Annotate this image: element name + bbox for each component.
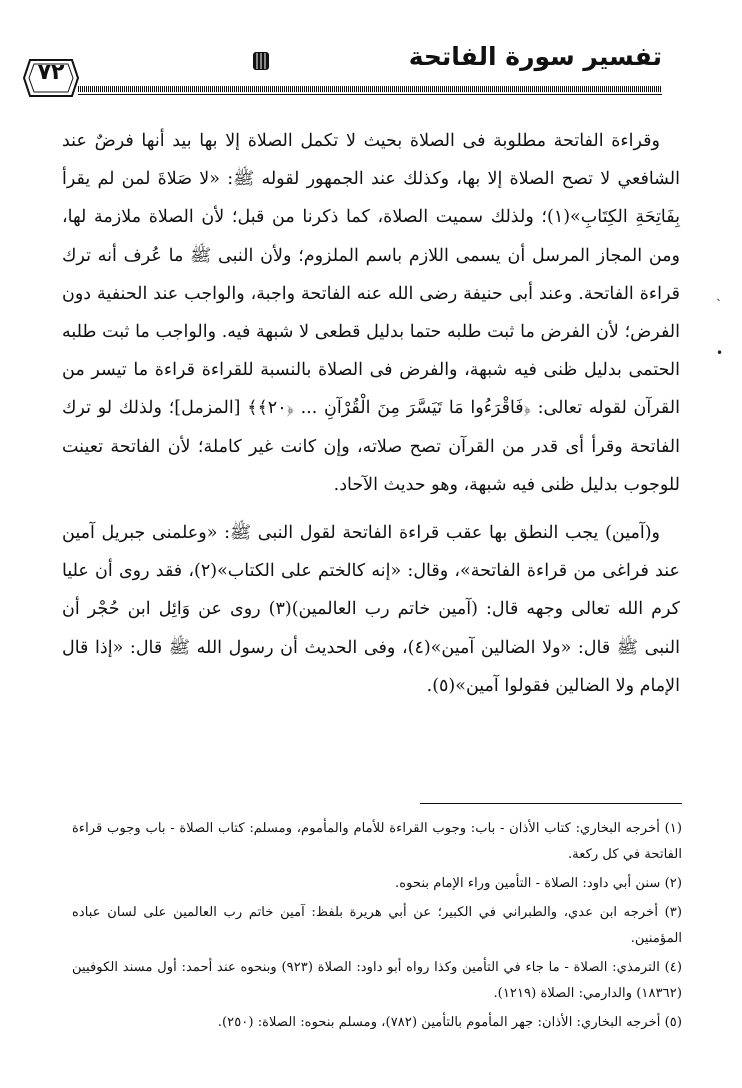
margin-mark: ˎ (716, 287, 722, 301)
page-header (0, 0, 742, 120)
footnote-1 (72, 816, 682, 868)
paragraph-2: و(آمين) يجب النطق بها عقب قراءة الفاتحة لقول النبى ﷺ: «وعلمنى جبريل آمين عند فراغى من قراءة الفاتحة»، وقال: «إنه كالختم على الكتاب»(٢)، فقد روى أن عليا كرم الله تعالى وجهه قال: (آمين خاتم رب العالمين)(٣) روى عن وَائِل ابن حُجْر أن النبى ﷺ قال: «ولا الضالين آمين»(٤)، وفى الحديث أن رسول الله ﷺ قال: «إذا قال الإمام ولا الضالين فقولوا آمين»(٥). (62, 523, 680, 696)
footnote-3 (72, 900, 682, 952)
footnote-text: الترمذي: الصلاة - ما جاء في التأمين وكذا رواه أبو داود: الصلاة (٩٢٣) وبنحوه عند أحمد: أول مسند الكوفيين (١٨٣٦٢) والدارمي: الصلاة (١٢١٩). (72, 960, 682, 1001)
footnote-number: (٢) (664, 876, 682, 891)
page-number: ٧٢ (37, 60, 65, 85)
header-rule (78, 86, 662, 92)
ornament-icon (250, 50, 272, 72)
footnote-4 (72, 955, 682, 1007)
footnote-5 (72, 1010, 682, 1036)
footnote-2 (72, 871, 682, 897)
footnotes (72, 816, 682, 1039)
main-text (62, 122, 680, 705)
footnote-text: أخرجه ابن عدي، والطبراني في الكبير؛ عن أبي هريرة بلفظ: آمين خاتم رب العالمين على لسان عباده المؤمنين. (72, 905, 682, 946)
footnote-text: أخرجه البخاري: كتاب الأذان - باب: وجوب القراءة للأمام والمأموم، ومسلم: كتاب الصلاة - باب وجوب قراءة الفاتحة في كل ركعة. (72, 821, 682, 862)
header-rule-thin (78, 94, 662, 95)
footnote-number: (٣) (664, 905, 682, 920)
paragraph-1: وقراءة الفاتحة مطلوبة فى الصلاة بحيث لا تكمل الصلاة إلا بها بيد أنها فرضٌ عند الشافعي لا تصح الصلاة إلا بها، وكذلك عند الجمهور لقوله ﷺ: «لا صَلاةَ لمن لم يقرأ بِفَاتِحَةِ الكِتَابِ»(١)؛ ولذلك سميت الصلاة، كما ذكرنا من قبل؛ لأن الصلاة ملازمة لها، ومن المجاز المرسل أن يسمى اللازم باسم الملزوم؛ ولأن النبى ﷺ ما عُرف أنه ترك قراءة الفاتحة. وعند أبى حنيفة رضى الله عنه الفاتحة واجبة، والواجب عند الحنفية دون الفرض؛ لأن الفرض ما ثبت طلبه حتما بدليل قطعى لا شبهة فيه. والواجب ما ثبت طلبه الحتمى بدليل ظنى فيه شبهة، والفرض فى الصلاة بالنسبة للقراءة قراءة ما تيسر من القرآن لقوله تعالى: ﴿فَاقْرَءُوا مَا تَيَسَّرَ مِنَ الْقُرْآنِ ... ﴿٢٠﴾﴾ [المزمل]؛ ولذلك لو ترك الفاتحة وقرأ أى قدر من القرآن تصح صلاته، وإن كانت غير كاملة؛ لأن الفاتحة تعينت للوجوب بدليل ظنى فيه شبهة، وهو حديث الآحاد. (62, 131, 680, 495)
footnote-number: (٥) (664, 1015, 682, 1030)
margin-dot: • (716, 346, 724, 360)
footnote-text: سنن أبي داود: الصلاة - التأمين وراء الإمام بنحوه. (395, 876, 661, 891)
running-title: تفسير سورة الفاتحة (408, 42, 662, 71)
page-number-badge (22, 58, 80, 98)
footnote-separator (420, 803, 682, 804)
footnote-text: أخرجه البخاري: الأذان: جهر المأموم بالتأمين (٧٨٢)، ومسلم بنحوه: الصلاة: (٢٥٠). (217, 1015, 661, 1030)
footnote-number: (١) (664, 821, 682, 836)
footnote-number: (٤) (664, 960, 682, 975)
